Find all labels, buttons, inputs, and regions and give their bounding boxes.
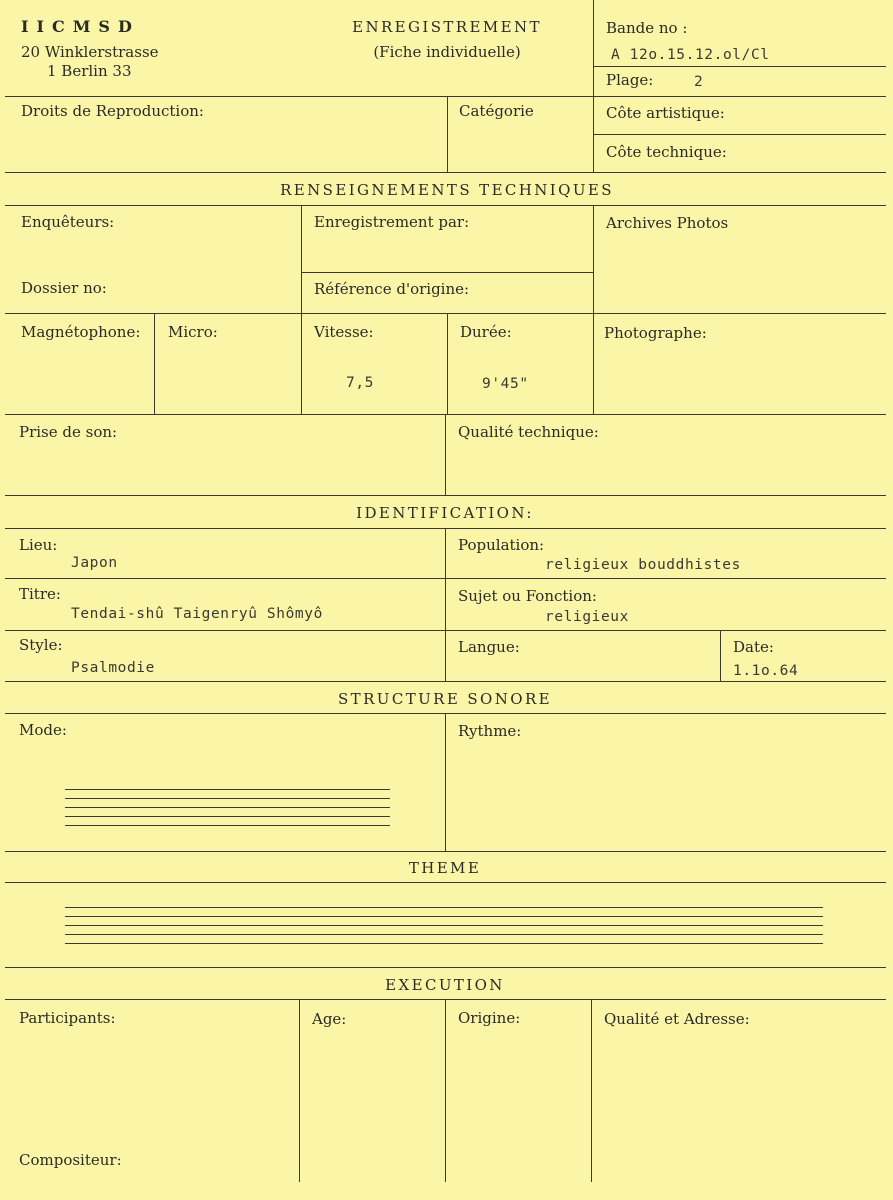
date-divider — [720, 630, 721, 681]
vitesse-value: 7,5 — [346, 375, 374, 391]
population-label: Population: — [458, 536, 545, 554]
rule-theme-header — [5, 882, 886, 883]
titre-value: Tendai-shû Taigenryû Shômyô — [71, 606, 323, 622]
equip-divider-4 — [593, 313, 594, 414]
equip-divider-2 — [301, 313, 302, 414]
bande-value: A 12o.15.12.ol/Cl — [611, 47, 770, 63]
section-renseignements-techniques: RENSEIGNEMENTS TECHNIQUES — [280, 181, 614, 199]
plage-label: Plage: — [606, 71, 654, 89]
org-logo: IICMSD — [21, 17, 140, 36]
rights-divider-1 — [447, 96, 448, 172]
section-structure-sonore: STRUCTURE SONORE — [338, 690, 552, 708]
droits-label: Droits de Reproduction: — [21, 102, 204, 120]
rule-tech-header — [5, 205, 886, 206]
rule-header-bottom — [5, 96, 886, 97]
date-value: 1.1o.64 — [733, 663, 799, 679]
theme-staff-line — [65, 907, 823, 908]
qualite-adresse-label: Qualité et Adresse: — [604, 1010, 750, 1028]
duree-value: 9'45" — [482, 376, 529, 392]
plage-value: 2 — [694, 74, 704, 90]
duree-label: Durée: — [460, 323, 512, 341]
categorie-label: Catégorie — [459, 102, 534, 120]
compositeur-label: Compositeur: — [19, 1151, 122, 1169]
lieu-label: Lieu: — [19, 536, 58, 554]
qualite-technique-label: Qualité technique: — [458, 423, 599, 441]
equip-divider-1 — [154, 313, 155, 414]
form-title: ENREGISTREMENT — [352, 18, 542, 36]
langue-label: Langue: — [458, 638, 520, 656]
lieu-value: Japon — [71, 555, 118, 571]
section-identification: IDENTIFICATION: — [356, 504, 534, 522]
magnetophone-label: Magnétophone: — [21, 323, 141, 341]
rythme-label: Rythme: — [458, 722, 522, 740]
exec-divider-3 — [591, 999, 592, 1182]
cote-divider — [593, 134, 886, 135]
header-divider — [593, 0, 594, 96]
rule-equipment-top — [5, 313, 886, 314]
theme-staff-line — [65, 925, 823, 926]
mode-label: Mode: — [19, 721, 67, 739]
micro-label: Micro: — [168, 323, 218, 341]
theme-staff-line — [65, 916, 823, 917]
section-execution: EXECUTION — [385, 976, 505, 994]
sujet-label: Sujet ou Fonction: — [458, 587, 597, 605]
bande-divider — [593, 66, 886, 67]
age-label: Age: — [312, 1010, 347, 1028]
form-subtitle: (Fiche individuelle) — [373, 43, 521, 61]
rule-theme-bottom — [5, 967, 886, 968]
address-city: 1 Berlin 33 — [47, 62, 132, 80]
equip-divider-3 — [447, 313, 448, 414]
titre-label: Titre: — [19, 585, 61, 603]
photographe-label: Photographe: — [604, 324, 707, 342]
archives-photos-label: Archives Photos — [606, 214, 729, 232]
mode-staff-line — [65, 816, 390, 817]
dossier-label: Dossier no: — [21, 279, 107, 297]
style-label: Style: — [19, 636, 63, 654]
origine-label: Origine: — [458, 1009, 521, 1027]
rule-tech-bottom — [5, 495, 886, 496]
structure-divider — [445, 713, 446, 851]
rule-ident-1 — [5, 578, 886, 579]
theme-staff-line — [65, 943, 823, 944]
participants-label: Participants: — [19, 1009, 116, 1027]
style-value: Psalmodie — [71, 660, 155, 676]
reference-divider — [301, 272, 593, 273]
prise-de-son-label: Prise de son: — [19, 423, 118, 441]
enregistrement-par-label: Enregistrement par: — [314, 213, 470, 231]
rule-rights-bottom — [5, 172, 886, 173]
cote-technique-label: Côte technique: — [606, 143, 727, 161]
cote-artistique-label: Côte artistique: — [606, 104, 725, 122]
rule-structure-bottom — [5, 851, 886, 852]
reference-label: Référence d'origine: — [314, 280, 470, 298]
mode-staff-line — [65, 825, 390, 826]
address-street: 20 Winklerstrasse — [21, 43, 159, 61]
prise-divider — [445, 414, 446, 495]
population-value: religieux bouddhistes — [545, 557, 741, 573]
tech-divider-2 — [593, 205, 594, 313]
rule-ident-bottom — [5, 681, 886, 682]
sujet-value: religieux — [545, 609, 629, 625]
section-theme: THEME — [408, 859, 482, 877]
mode-staff-line — [65, 789, 390, 790]
vitesse-label: Vitesse: — [314, 323, 374, 341]
exec-divider-1 — [299, 999, 300, 1182]
exec-divider-2 — [445, 999, 446, 1182]
rule-ident-2 — [5, 630, 886, 631]
theme-staff-line — [65, 934, 823, 935]
date-label: Date: — [733, 638, 774, 656]
bande-label: Bande no : — [606, 19, 688, 37]
tech-divider-1 — [301, 205, 302, 313]
ident-divider — [445, 528, 446, 681]
mode-staff-line — [65, 798, 390, 799]
mode-staff-line — [65, 807, 390, 808]
enqueteurs-label: Enquêteurs: — [21, 213, 115, 231]
